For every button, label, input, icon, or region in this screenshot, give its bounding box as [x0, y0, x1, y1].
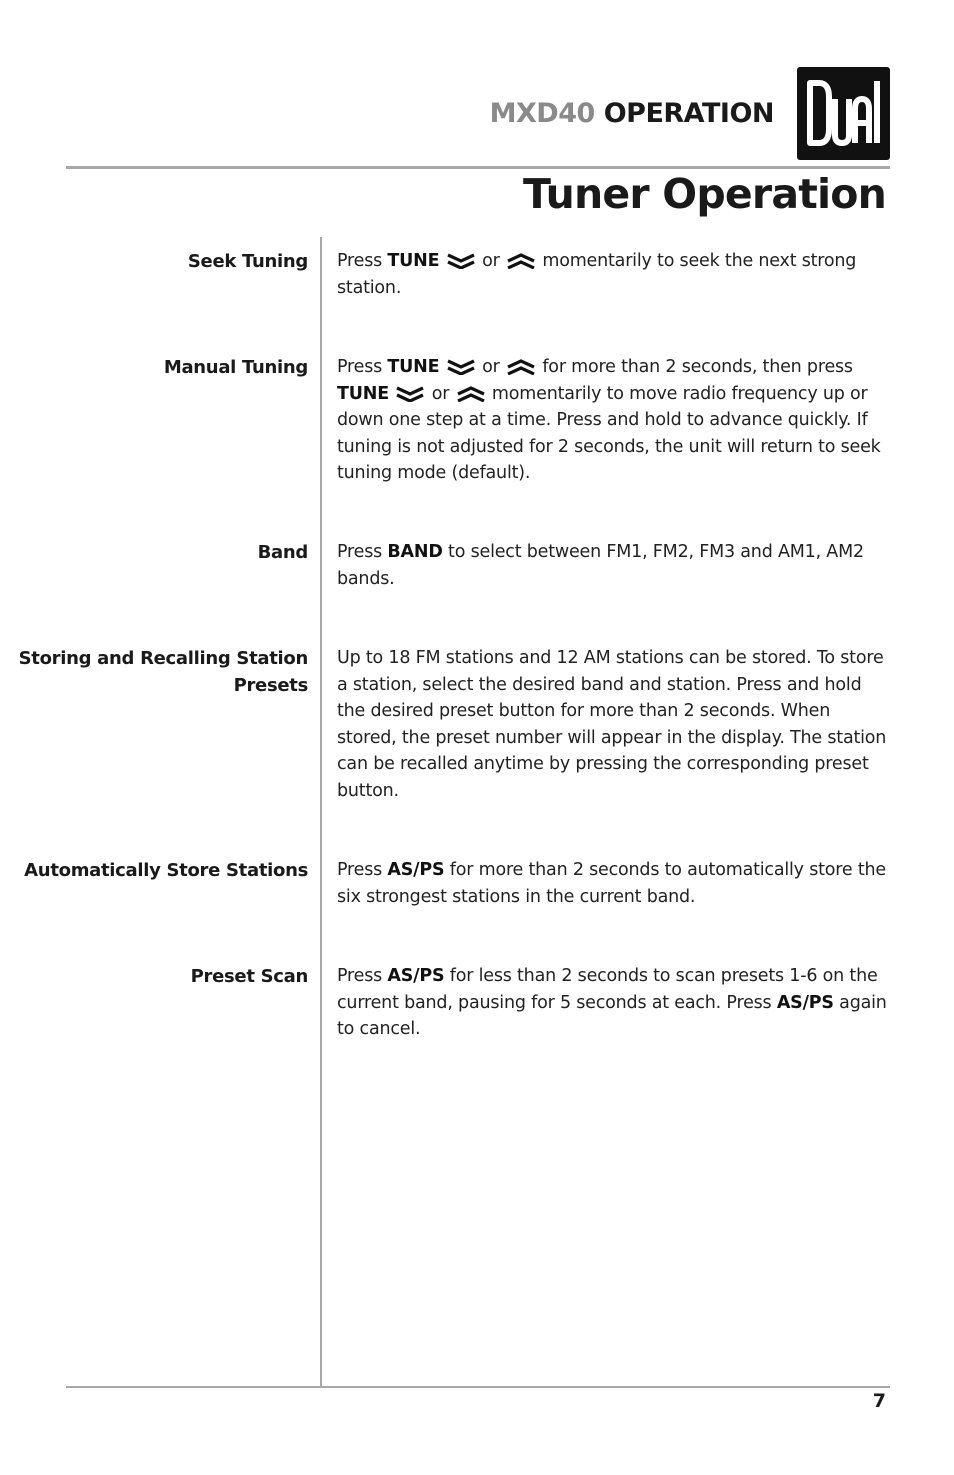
section-label-manual-tuning: Manual Tuning: [163, 357, 308, 378]
section-desc-station-presets: Up to 18 FM stations and 12 AM stations can be stored. To store a station, select the desired band and station. Press and hold the desired preset button for more than 2 seconds. When stored, the preset number will appear in the display. The station can be recalled anytime by pressing the corresponding preset button.: [337, 648, 887, 801]
model-name: MXD40: [489, 98, 595, 129]
section-desc-preset-scan: Press AS/PS for less than 2 seconds to scan presets 1-6 on the current band, pausing for 5 seconds at each. Press AS/PS again to cancel.: [337, 966, 887, 1039]
footer-divider: [66, 1386, 890, 1388]
tune-down-icon: [394, 386, 426, 402]
dual-logo: [797, 67, 890, 160]
section-desc-seek-tuning: Press TUNE or momentarily to seek the next strong station.: [337, 251, 857, 298]
section-desc-band: Press BAND to select between FM1, FM2, FM3 and AM1, AM2 bands.: [337, 542, 864, 589]
page-title: Tuner Operation: [522, 170, 886, 218]
header-model-section: [490, 98, 774, 129]
column-divider: [320, 237, 322, 1388]
tune-down-icon: [445, 359, 477, 375]
page-number: 7: [872, 1390, 886, 1412]
dual-logo-icon: [797, 67, 890, 160]
header-divider: [66, 166, 890, 169]
tune-up-icon: [455, 386, 487, 402]
tune-down-icon: [445, 253, 477, 269]
section-desc-auto-store: Press AS/PS for more than 2 seconds to automatically store the six strongest stations in the current band.: [337, 860, 886, 907]
tune-up-icon: [505, 359, 537, 375]
section-label-auto-store: Automatically Store Stations: [24, 860, 308, 881]
section-label-seek-tuning: Seek Tuning: [187, 251, 308, 272]
section-label-band: Band: [257, 542, 308, 563]
tune-up-icon: [505, 253, 537, 269]
section-label-station-presets: Storing and Recalling Station Presets: [18, 648, 308, 696]
section-name: OPERATION: [603, 98, 774, 129]
section-label-preset-scan: Preset Scan: [190, 966, 308, 987]
section-desc-manual-tuning: Press TUNE or for more than 2 seconds, then press TUNE or momentarily to move radio frequency up or down one step at a time. Press and hold to advance quickly. If tuning is not adjusted for 2 seconds, the unit will return to seek tuning mode (default).: [337, 357, 881, 483]
